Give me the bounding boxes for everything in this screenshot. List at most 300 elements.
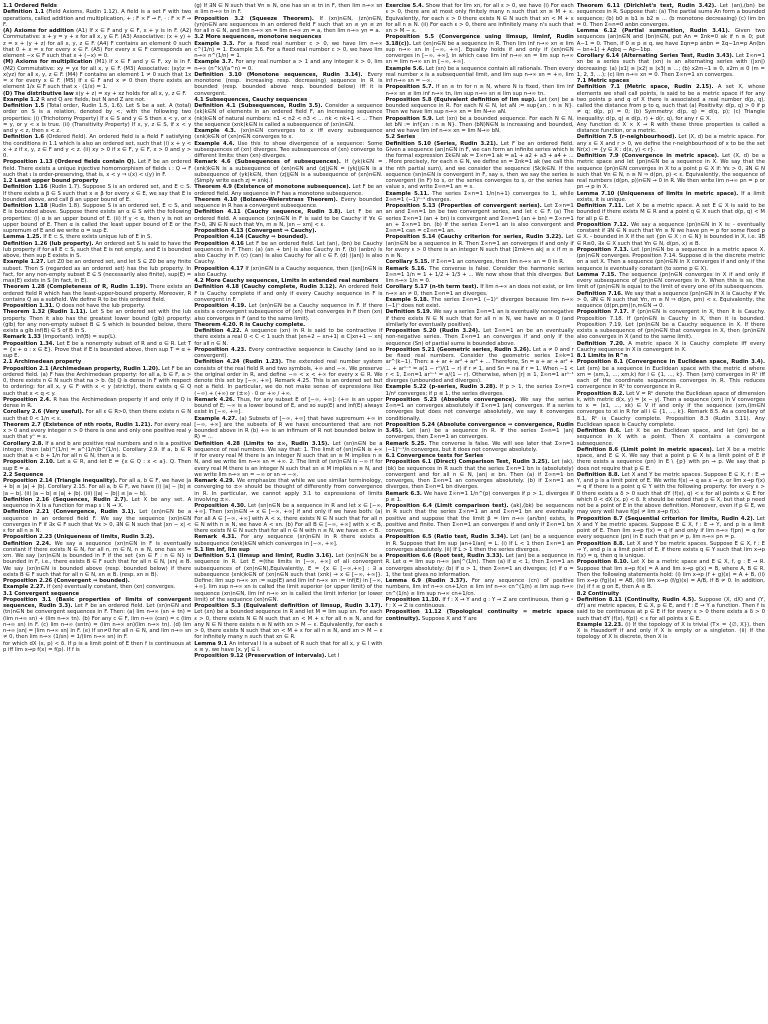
entry-heading: Definition 4.18 (Cauchy complete, Rudin 3.12). bbox=[194, 284, 337, 291]
entry-text: If a limit exists, it is unique. bbox=[576, 190, 765, 203]
entry-heading: Corollary 5.17 (n-th term test). bbox=[385, 284, 479, 291]
entry-heading: 1.1 Ordered fields bbox=[3, 3, 57, 9]
entry-heading: Theorem 2.7 (Existence of nth roots, Rudin 1.21). bbox=[3, 421, 153, 428]
entry-text: Let (sn) be a sequence contain all rationals. Then every real number x is a subsequential limit, and lim sup n→∞ sn = +∞, lim inf n→∞ sn = −∞. bbox=[385, 65, 574, 84]
entry bbox=[194, 3, 382, 16]
entry-heading: Remark 4.31. bbox=[194, 534, 237, 541]
entry-text: Let X and Y be metric spaces. Suppose E ⊆ X, f : E → Y, and p is a limit point of E. We write f(x) → q as x → p, or lim x→p f(x) = q if there is a point q ∈ Y with the following property: for every ε > 0 there exists a δ > 0 such that dY (f(x), q) < ε for all points x ∈ E for which 0 < dX (x, p) < δ. It should be noted that p ∈ X, but that p need not be a point of E in the above definition. Moreover, even if p ∈ E, we may very well have f(p) ≠ lim x→p f(x). bbox=[576, 471, 765, 516]
entry-text: For any real number a > 1 and any integer k > 0, lim n→∞ (n^k)/(a^n) = 0. bbox=[194, 59, 383, 72]
entry-heading: Definition 7.16. bbox=[576, 290, 623, 297]
entry-heading: Proposition 2.1 (Archimedean property, Rudin 1.20). bbox=[3, 365, 161, 372]
entry-heading: Definition 1.6 bbox=[3, 134, 45, 141]
entry bbox=[386, 491, 574, 504]
entry bbox=[194, 441, 382, 479]
entry bbox=[577, 309, 765, 340]
entry-heading: Proposition 1.31. bbox=[3, 303, 55, 309]
entry bbox=[194, 359, 382, 397]
entry-text: Let (xn)n∈N be a sequence in R. Let E =(the limits in [−∞, +∞] of all convergent subsequences of (xn)n∈N),Equivalently, E = {x ∈ [−∞,+∞] : ∃ a subsequence (xnk)k∈N of (xn)n∈N such that (xnk) → x ∈ [−∞, +∞]}. Define: lim sup n→∞ xn := sup(E) and lim inf n→∞ xn := inf(E) in [−∞, +∞]. lim sup n→∞ xn is called the limit superior (or upper limit) of the sequence (xn)n∈N, lim inf n→∞ xn is called the limit inferior (or lower limit) of the sequence (xn)n∈N. bbox=[194, 553, 383, 603]
entry-heading: Proposition 11.10. bbox=[385, 596, 441, 603]
entry bbox=[386, 84, 574, 97]
entry-text: If (yk)k∈N = (xnk)k∈N is a subsequence of (xn)n∈N and (zj)j∈N = (ykj)j∈N is a subsequence of (yk)k∈N, then (zj)j∈N is a subsequence of (xn)n∈N. (Simply write each zj = xnkj.) bbox=[194, 159, 383, 184]
entry-text: Show that for lim xn, for all ε > 0, we have (i) For each ε > 0, there are at most only finitely many n such that xn ≥ M + ε. Equivalently, for each ε > 0 there exists N ∈ N such that xn < M + ε for all n ≥ N. (ii) For each ε > 0, there are infinitely many n's such that xn > M − ε. bbox=[385, 3, 574, 34]
entry-heading: 4.1 Subsequences, Cauchy sequences bbox=[194, 96, 308, 103]
entry bbox=[194, 128, 382, 141]
entry-text: The extended real number system consists of the real field R and two symbols, +∞ and −∞. We preserve the original order in R, and define −∞ < x < +∞ for every x ∈ R. We denote this set by [−∞, +∞]. Remark 4.25. This is an ordered set but not a field. In particular, we do not make sense of expressions like (−∞) + (+∞) or (±∞) · 0 or +∞ / +∞. bbox=[194, 359, 383, 397]
entry-heading: Definition 1.16 bbox=[3, 184, 48, 191]
entry-text: If (xn)n∈N, (zn)n∈N, (yn)n∈N are sequences in an ordered field F such that xn ≤ yn ≤ zn for all n ∈ N, and lim n→∞ xn = lim n→∞ zn = a, then lim n→∞ yn = a. bbox=[194, 15, 383, 34]
entry-heading: Proposition 5.13 (Properties of convergent series). bbox=[385, 203, 542, 209]
entry bbox=[386, 66, 574, 85]
entry bbox=[3, 409, 191, 422]
entry-heading: Proposition 11.12 (Topological continuity = metric space continuity). bbox=[385, 609, 574, 622]
entry-text: We say that a sequence (pn)n∈N in X is Cauchy if ∀ε > 0, ∃N ∈ N such that ∀n, m ≥ N ⇒ d(pn, pm) < ε. Equivalently, the sequence (d(pn,pm))n,m∈N → 0. bbox=[576, 290, 765, 309]
entry-heading: Proposition 2.14 (Triangle inequality). bbox=[3, 478, 118, 484]
entry bbox=[194, 303, 382, 322]
entry-text: x(y + z) = xy + xz holds for all x, y, z ∈ F. bbox=[75, 90, 187, 97]
entry-heading: Lemma 7.15. bbox=[576, 271, 617, 278]
entry-heading: Remark 4.29. bbox=[194, 478, 235, 484]
entry bbox=[577, 447, 765, 472]
entry-heading: Lemma 7.10 (Uniqueness of limits in metric space). bbox=[576, 190, 739, 197]
entry-heading: Remark 1.33 bbox=[3, 334, 41, 341]
entry-text: The converse is false. We will see later that Σ∞n=1 (−1)ⁿ⁻¹/n converges, but it does not converge absolutely. bbox=[385, 440, 574, 453]
entry-text: Let S be an ordered set with the lub property. Then it also has the greatest lower bound (glb) property: (glb) for any non-empty subset B ⊆ S which is bounded below, there exists a glb inf(B) ∈ S of B in S. bbox=[3, 309, 192, 334]
entry-text: Every bounded sequence in R has a convergent subsequence. bbox=[194, 196, 383, 209]
entry-text: For all a, b ∈ F, we have |a + b| ≤ |a| + |b|. Corollary 2.15. For all a, b ∈ F, we have (i) |a| − |b| ≤ |a − b|. (ii) |a − b| ≤ |a| + |b|. (iii) ||a| − |b|| ≤ |a − b|. bbox=[3, 478, 192, 497]
entry-heading: 3.1 Convergent sequence bbox=[3, 590, 80, 597]
entry-text: Let (pn)n∈N be a sequence in a metric space X. (pn)n∈N converges. Proposition 7.14. Suppose d is the discrete metric on a set X. Then a sequence (pn)n∈N in X converges if and only if the sequence is eventually constant (to some p ∈ X). bbox=[576, 246, 765, 272]
entry-heading: Definition 4.22. bbox=[194, 328, 242, 334]
entry-heading: (A) Axioms for addition bbox=[3, 28, 74, 34]
entry-heading: Definition 2.24. bbox=[3, 540, 52, 547]
entry-text: If f : X → Y and g : Y → Z are continuous, then g ∘ f : X → Z is continuous. bbox=[385, 596, 574, 609]
entry-heading: Proposition 4.19. bbox=[194, 303, 247, 309]
entry bbox=[577, 472, 765, 516]
entry-heading: 3.2 More sequences, monotone sequences bbox=[194, 34, 322, 41]
entry bbox=[577, 134, 765, 153]
entry bbox=[3, 459, 191, 472]
entry-heading: 8.1 Limits in R^n bbox=[576, 353, 628, 359]
entry bbox=[577, 291, 765, 310]
entry-heading: 6.1 Convergence tests for Series bbox=[385, 453, 484, 459]
entry-text: If (pn)n∈N is convergent in X, then it is Cauchy. Proposition 7.18. If (pn)n∈N is Cauchy in X, then it is bounded. Proposition 7.19. Let (pn)n∈N be a Cauchy sequence in X. If there exists a subsequence of (pn)n∈N that converges in X, then (pn)n∈N also converges in X (and to the same limit). bbox=[576, 309, 765, 341]
entry-text: (Field Axioms, Rudin 1.12). A field is a set F with two operations, called addition and multiplication, + : F × F → F, · : F × F → F. bbox=[3, 9, 192, 28]
entry-heading: Example 5.18. bbox=[385, 296, 429, 303]
entry-text: R and Q are fields, but N and Z are not. bbox=[41, 96, 146, 103]
entry bbox=[386, 609, 574, 622]
entry-heading: 4.2 More Cauchy sequences, Limits in extended real numbers bbox=[194, 278, 379, 284]
entry-heading: Proposition 5.7. bbox=[385, 84, 434, 91]
entry-heading: (M) Axioms for multiplication bbox=[3, 59, 93, 66]
entry-heading: Proposition 2.26 (Convergent ⇒ bounded). bbox=[3, 578, 130, 584]
entry-heading: Theorem 1.32 (Rudin 1.11). bbox=[3, 309, 88, 316]
entry-text: (g) If ∃N ∈ N such that ∀n ≥ N, one has sn ≤ tn in F, then lim n→∞ sn ≤ lim n→∞ tn in F. bbox=[194, 3, 383, 16]
entry-heading: Proposition 2.4. bbox=[3, 396, 52, 403]
entry bbox=[386, 503, 574, 534]
entry bbox=[194, 241, 382, 266]
entry-text: The series Σ∞n=1 1/n(n+1) converges to 1, while Σ∞n=1 (−1)ⁿ⁻¹ diverges. bbox=[385, 190, 574, 203]
entry-text: Let E be a nonempty subset of R and α ∈ R. Let T = {x + α : x ∈ E}. Prove that if E is bounded above, then sup T = α + sup E. bbox=[3, 340, 192, 359]
entry-heading: Example 4.3. bbox=[194, 128, 236, 134]
entry-heading: Proposition 8.1 (Convergence in Euclidean space, Rudin 3.4). bbox=[576, 359, 765, 366]
entry bbox=[194, 159, 382, 184]
entry-heading: Definition 5.19. bbox=[385, 309, 432, 316]
entry bbox=[386, 397, 574, 422]
entry bbox=[194, 553, 382, 603]
entry-text: Thus, for any subset E of [−∞, +∞]: (+∞ is an upper bound of E; −∞ is a lower bound of E, and so sup(E) and inf(E) always exist in [−∞, +∞]. bbox=[194, 396, 383, 416]
entry bbox=[3, 184, 191, 203]
entry-heading: Corollary 2.6 (Very useful). bbox=[3, 409, 84, 416]
entry bbox=[577, 84, 765, 122]
column-3 bbox=[386, 3, 574, 1021]
entry bbox=[3, 641, 191, 654]
entry-heading: Proposition 8.8. bbox=[576, 540, 625, 547]
entry-heading: Proposition 6.5 (Ratio test, Rudin 3.34). bbox=[385, 534, 508, 541]
entry-heading: Example 5.22 (p-series, Rudin 3.28). bbox=[385, 384, 498, 391]
entry-heading: Remark 6.3. bbox=[385, 490, 422, 497]
entry bbox=[194, 59, 382, 72]
entry-heading: Proposition 1.34. bbox=[3, 340, 55, 347]
entry-text: Let I bbox=[328, 653, 340, 659]
entry bbox=[386, 234, 574, 259]
entry-text: Let (xn)n∈N be a sequence in an ordered field F. We say the sequence (xn)n∈N converges in F if ∃x ∈ F such that ∀ε > 0, ∃N ∈ N such that |xn − x| < ε for all n ≥ N. bbox=[3, 509, 192, 534]
entry bbox=[3, 134, 191, 159]
entry-text: We say a series Σ∞n=1 an is eventually nonnegative if there exists N ∈ N such that for all n ≥ N, we have an ≥ 0 (and similarly for eventually positive). bbox=[385, 309, 574, 328]
entry bbox=[577, 53, 765, 78]
entry bbox=[386, 459, 574, 490]
entry-text: Let (X, d) be a metric space. For any x ∈ X and r > 0, we define the r-neighbourhood of x to be the set Nr(x) := {y ∈ X : d(x, y) < r}. bbox=[576, 134, 765, 153]
entry-heading: Definition 7.11. bbox=[576, 203, 624, 209]
entry-text: If lim n→∞ an does not exist, or lim n→∞ an ≠ 0, then Σ∞n=1 an diverges. bbox=[385, 284, 574, 297]
entry-heading: Theorem 6.11 (Dirichlet's test, Rudin 3.42). bbox=[576, 3, 717, 9]
entry-heading: Proposition 5.23 (Absolute convergence). bbox=[385, 396, 517, 403]
entry bbox=[3, 103, 191, 134]
entry-heading: Definition 2.16 (Sequences, Rudin 2.7). bbox=[3, 496, 129, 503]
entry-heading: Definition 8.8. bbox=[576, 471, 620, 478]
entry-text: Suppose X and Y are bbox=[421, 615, 477, 622]
entry-text: Let F be an ordered field. A sequence (xn)n∈N in F is said to be Cauchy if ∀ε ∈ F>0, ∃N ∈ N such that ∀n, m ≥ N, |xn − xm| < ε. bbox=[194, 209, 383, 228]
entry bbox=[386, 284, 574, 297]
entry-text: Let X be a metric space and E ⊆ X, f, g : E → R. Suppose that lim x→p f(x) = A and lim x→p g(x) = B, where A, B ∈ R. Then the following statements hold: (i) lim x→p (f + g)(x) = A + B, (ii) lim x→p (fg)(x) = AB, (iii) lim x→p (f/g)(x) = A/B, if B ≠ 0. In addition, (iv) if f ≤ g on E, then A ≤ B. bbox=[576, 559, 765, 591]
entry-heading: Definition 5.1 (limsup and liminf, Rudin 3.16). bbox=[194, 553, 334, 559]
entry-text: For every real x > 0 and every integer n > 0 there is one and only one positive real y such that yⁿ = x. bbox=[3, 421, 192, 441]
entry bbox=[3, 509, 191, 534]
entry bbox=[577, 191, 765, 204]
entry bbox=[577, 622, 765, 641]
entry bbox=[194, 347, 382, 360]
entry-heading: Definition 4.1 (Subsequences, Rudin 3.5). bbox=[194, 103, 323, 109]
entry-heading: Example 4.27. bbox=[194, 415, 238, 422]
entry bbox=[386, 266, 574, 285]
entry-text: The sequence (pn)n∈N converges in X if and only if every subsequence of (pn)n∈N converges in X. When this is so, the limit of (pn)n∈N is equal to the limit of every one of its subsequences. bbox=[576, 271, 765, 291]
entry-heading: Proposition 9.12 (Preservation of intervals). bbox=[194, 653, 327, 659]
entry bbox=[194, 266, 382, 279]
entry-text: We say the series Σ∞n=1 an converges absolutely if Σ∞n=1 |an| converges. If a series converges but does not converge absolutely, we say it converges conditionally. bbox=[385, 396, 574, 422]
entry-heading: Definition 3.10 (Monotone sequences, Rudin 3.14). bbox=[194, 71, 363, 78]
entry bbox=[3, 341, 191, 360]
entry bbox=[194, 603, 382, 641]
entry bbox=[194, 284, 382, 303]
entry bbox=[3, 478, 191, 497]
entry bbox=[386, 97, 574, 116]
entry bbox=[577, 391, 765, 429]
entry-heading: Example 2.27. bbox=[3, 584, 46, 591]
entry bbox=[194, 16, 382, 35]
entry-heading: Definition 8.6 (Limit point in metric spaces). bbox=[576, 446, 714, 453]
entry-text: An ordered set S is said to have the lub property if for all E ⊂ S, such that E is not empty, and E is bounded above, then sup E exists in S. bbox=[3, 240, 192, 259]
entry-text: Let (an) be a sequence in R. Let α = lim sup n→∞ |an|^(1/n). Then (a) if α < 1, then Σ∞n=1 an converges absolutely; (b) if α > 1, then Σ∞n=1 an diverges; (c) if α = 1, the test gives no information. bbox=[385, 553, 574, 578]
entry-heading: 8.2 Continuity bbox=[576, 590, 619, 597]
entry-text: Suppose (X, dX) and (Y, dY) are metric spaces, E ⊆ X, p ∈ E, and f : E → Y a function. Then f is said to be continuous at p ∈ E if for every ε > 0 there exists a δ > 0 such that dY (f(x), f(p)) < ε for all points x ∈ E. bbox=[576, 596, 765, 622]
entry-text: Let (ak),(bk) be sequences in R such that the series Σ∞n=1 bn is (absolutely) convergent and for all n ∈ N, |an| ≤ bn. Then (a) if Σ∞n=1 bn converges, then Σ∞n=1 an converges absolutely. (b) if Σ∞n=1 an diverges, then Σ∞n=1 bn diverges. bbox=[385, 459, 574, 491]
entry-heading: Remark 4.6 (Subsequences of subsequences). bbox=[194, 159, 341, 166]
entry-text: Let Σ∞n=1 an be an eventually non-negative series. Then Σ∞n=1 an converges if and only if the sequence (Sn) of partial sums is bounded above. bbox=[385, 328, 574, 347]
entry bbox=[194, 41, 382, 60]
entry-heading: Proposition 5.20 (Rudin 3.24). bbox=[385, 328, 481, 334]
entry-text: If p > 1, the series Σ∞n=1 1/nᵖ converges; if p ≤ 1, the series diverges. bbox=[385, 384, 574, 397]
entry-text: Q does not have the lub property. bbox=[55, 303, 145, 309]
entry-heading: Proposition 4.17 bbox=[194, 265, 244, 272]
entry bbox=[577, 153, 765, 191]
entry-text: Let Σ∞n=1 xn be a series such that (xn) is an alternating series with (|xn|) decreasing: (a) |x1| ≥ |x2| ≥ |x3| ≥ ...; (b) x2m−1 ≥ 0, x2m ≤ 0 (m = 1, 2, 3, ...); (c) lim n→∞ xn = 0. Then Σ∞n=1 xn converges. bbox=[576, 53, 765, 78]
entry-text: Let (sn)n∈N be a sequence in R and let x ∈ [−∞, +∞]. Then (xn)n∈N → x ∈ [−∞, +∞] if and only if we have both: (a) For all A ∈ [−∞, +∞] with A < x, there exists N ∈ N such that for all n ∈ N with n ≥ N, we have A < xn. (b) For all B ∈ [−∞, +∞] with x < B, there exists N ∈ N such that for all n ∈ N with n ≥ N, we have xn < B. bbox=[194, 503, 383, 534]
entry-text: For any sequence (xn)n∈N in R there exists a subsequence (xnk)k∈N which converges in [−∞, +∞]. bbox=[194, 534, 383, 547]
entry bbox=[194, 328, 382, 347]
entry bbox=[386, 3, 574, 34]
entry-heading: Proposition 5.3 (Equivalent definition of limsup, Rudin 3.17). bbox=[194, 603, 383, 609]
entry-heading: Example 5.6. bbox=[385, 65, 425, 72]
entry bbox=[386, 422, 574, 441]
entry bbox=[194, 503, 382, 534]
entry bbox=[386, 597, 574, 610]
entry-heading: Proposition 4.14 (Cauchy ⇒ bounded). bbox=[194, 234, 309, 241]
entry-heading: Definition 4.24 (Rudin 1.23). bbox=[194, 359, 284, 366]
entry bbox=[577, 222, 765, 247]
entry-heading: Definition 5.10 (Series, Rudin 3.21). bbox=[385, 140, 498, 147]
entry bbox=[577, 559, 765, 590]
entry-text: We say a sequence (pn)n∈N in X is: - eventually constant if ∃N ∈ N such that ∀n ≥ N we have pn = p for some fixed p ∈ X. - bounded in X if the set {pn ∈ X : n ∈ N} is bounded in X, i.e. ∃B ∈ R≥0, ∃x ∈ X such that ∀n ∈ N, d(pn, x) ≤ B. bbox=[576, 221, 765, 247]
entry bbox=[194, 641, 382, 654]
entry bbox=[577, 359, 765, 390]
entry-heading: (D) The distributive law bbox=[3, 90, 74, 97]
entry bbox=[3, 441, 191, 460]
entry-text: If a and b are positive real numbers and n is a positive integer, then (ab)^(1/n) = a^(1/n)b^(1/n). Corollary 2.9. If a, b ∈ R such that a < b + 1/n for all n ∈ N, then a ≤ b. bbox=[3, 440, 192, 459]
entry-heading: Proposition 6.1 (Direct) Comparison Test, Rudin 3.25). bbox=[385, 459, 550, 466]
entry-heading: Proposition 5.24 (Absolute convergence ⇒ convergence, Rudin 3.45). bbox=[385, 421, 574, 434]
entry-heading: Example 1.2 bbox=[3, 96, 40, 103]
entry-text: Let (an) be a sequence in R. If the series Σ∞n=1 |an| converges, then Σ∞n=1 an converges. bbox=[385, 428, 574, 441]
entry bbox=[3, 497, 191, 510]
entry-text: (a) Subsets of [−∞, +∞] that have supremum +∞ in [−∞, +∞] are the subsets of R we have encountered that are not bounded above in R (b) +∞ is an infimum of R not bounded below in R) = ... bbox=[194, 415, 383, 441]
entry-text: Let Z0 be an ordered set, and let S ⊆ Z0 be any finite subset. Then S (regarded as an ordered set) has the lub property. In fact, for any non-empty subset E ⊆ S (necessarily also finite), sup(E) = max(E) exists in S (in fact, in E). bbox=[3, 259, 192, 284]
entry-text: An interval I is a subset of R such that for all x, y ∈ I with x ≤ y, we have [x, y] ⊆ I. bbox=[194, 640, 383, 653]
entry-heading: 1.2 Least upper bound property bbox=[3, 178, 99, 184]
entry-text: For all ε ∈ R>0, then there exists n ∈ N such that 0 < 1/n < ε. bbox=[3, 409, 192, 422]
column-2 bbox=[194, 3, 382, 1021]
entry bbox=[3, 284, 191, 303]
entry bbox=[577, 203, 765, 222]
entry-text: Let F be an ordered field. (a) F has the Archimedean property: for all a, b ∈ F, a > 0, there exists n ∈ N such that na > b. (b) Q is dense in F with respect to ordering: for all x, y ∈ F with x < y (strictly), there exists q ∈ Q such that x < q < y. bbox=[3, 365, 192, 397]
entry-text: For any sequence (cn) of positive numbers, lim inf n→∞ cn+1/cn ≤ lim inf n→∞ cn^(1/n) ≤ lim sup n→∞ cn^(1/n) ≤ lim sup n→∞ cn+1/cn. bbox=[385, 578, 574, 597]
entry bbox=[3, 422, 191, 441]
entry bbox=[386, 578, 574, 597]
entry-text: (ak),(bk) be sequences in R such that the series Σ∞n=1 an and Σ∞n=1 bn are eventually positive and suppose that the limit β = lim n→∞ (an/bn) exists, is positive and finite. Then Σ∞n=1 an converges if and only if Σ∞n=1 bn converges. bbox=[385, 503, 574, 534]
entry-heading: Proposition 5.9. bbox=[385, 115, 434, 122]
entry-text: (A1) If x ∈ F and y ∈ F, x + y is in F. (A2) Commutative: x + y = y + x for all x, y ∈ F. (A3) Associative: (x + y) + z = x + (y + z) for all x, y, z ∈ F. (A4) F contains an element 0 such that 0 + x = x for every x ∈ F. (A5) For every x ∈ F corresponds an element −x ∈ F such that x + (−x) = 0. bbox=[3, 28, 192, 59]
entry-heading: Lemma 6.12 (Partial summation, Rudin 3.41). bbox=[576, 28, 730, 34]
entry-text: Let F be an ordered field. Any sequence in F has a monotone subsequence. bbox=[194, 184, 383, 197]
entry-text: Let F be an ordered field. Let (an), (bn) be Cauchy sequences in F. Then: (a) (an + bn) is also Cauchy in F. (b) (anbn) is also Cauchy in F. (c) (can) is also Cauchy for all c ∈ F. (d) (|an|) is also Cauchy. bbox=[194, 240, 383, 266]
entry bbox=[577, 341, 765, 354]
entry-text: (xn)n∈N converges to x iff every subsequence (xnk)k∈N of (xn)n∈N converges to x. bbox=[194, 128, 383, 141]
entry-heading: Proposition 4.16 bbox=[194, 240, 244, 247]
entry-text: Let X be a metric space. A set E ⊆ X is said to be bounded if there exists M ∈ R and a point q ∈ X such that d(p, q) < M for all p ∈ E. bbox=[576, 203, 765, 222]
entry-heading: Definition 1.18 bbox=[3, 203, 48, 209]
entry-text: (Total order, Rudin 1.5, 1.6). Let S be a set. A (total) order on S is a relation, denoted by <, with the following two properties: (i) (Trichotomy Property) If x ∈ S and y ∈ S then x < y, or x = y, or y < x is true. (ii) (Transitivity Property) If x, y, z ∈ S, if x < y and y < z, then x < z. bbox=[3, 103, 192, 134]
entry-text: Let a ∈ R, and let E = {x ∈ Q : x < a}. Q. Then sup E = a. bbox=[3, 459, 192, 472]
entry-text: Consider a sequence (xk)k∈N of elements in an ordered field F, an increasing sequence (nk)k∈N of natural numbers: n1 < n2 < n3 < ... nk < nk+1 < ... Then the sequence (xnk)k∈N is called a subsequence of (xn)n∈N. bbox=[194, 103, 383, 128]
entry bbox=[386, 203, 574, 234]
entry-text: Let (xn)n∈N be a sequence in R. Then lim inf n→∞ xn ≤ lim sup n→∞ xn in [−∞, +∞]. Equality holds if and only if (xn)n∈N converges in [−∞, +∞], in which case lim inf n→∞ xn = lim sup n→∞ xn = lim n→∞ xn in [−∞, +∞]. bbox=[385, 40, 574, 66]
entry-text: (Rudin 1.8). Suppose S is an ordered set, E ⊂ S, and E is bounded above. Suppose there exists an α ∈ S with the following properties: (i) α is an upper bound of E. (ii) If γ < α, then γ is not an upper bound of E. Then α is called the least upper bound of E or the supremum of E and we write α = sup E. bbox=[3, 203, 192, 234]
column-4 bbox=[577, 3, 765, 1021]
entry-heading: Corollary 6.14 (Alternating Series Test, Rudin 3.43). bbox=[576, 53, 734, 59]
entry-text: An ordered field F is Cauchy complete if and only if every Cauchy sequence in F is convergent in F. bbox=[194, 284, 383, 303]
entry-text: Let F be an ordered field. Given a sequence (an)n∈N in F, we can form an infinite series which is the formal expression Σk∈N ak = Σ∞n=1 ak = a1 + a2 + a3 + a4 + ... . More precisely, for each n ∈ N, we define sn = Σnk=1 ak (we call this the nth partial sum), and we consider the sequence (Sk)k∈N. If the sequence (sn)n∈N is convergent in F, say s, then we say the series is convergent (in F) to s, or the series converges to s, or the series has value s, and write Σ∞n=1 an = s. bbox=[385, 140, 574, 191]
entry-text: (Rudin 1.7). Suppose S is an ordered set, and E ⊂ S. If there exists a β ∈ S such that x ≤ β for every x ∈ E, we say that E is bounded above, and call β an upper bound of E. bbox=[3, 184, 192, 203]
entry-heading: Example 1.27. bbox=[3, 259, 46, 266]
entry-text: If Σ∞n=1 an converges, then lim n→∞ an = 0 in R. bbox=[431, 259, 565, 266]
entry-text: For a fixed real number c > 0, we have lim n→∞ c^(1/n) = 1. Example 3.6. For a fixed real number c > 0, we have lim n→∞ n^(1/n) = 1. bbox=[194, 40, 383, 59]
entry-heading: Proposition 8.10. bbox=[576, 559, 629, 566]
entry bbox=[3, 597, 191, 641]
entry bbox=[3, 541, 191, 579]
entry bbox=[386, 553, 574, 578]
entry bbox=[386, 441, 574, 454]
entry-heading: Corollary 2.8. bbox=[3, 440, 44, 447]
entry-heading: Definition 4.28 (Limits to ±∞, Rudin 3.15). bbox=[194, 440, 330, 447]
entry-text: There exists an ordered field R which has the least-upper-bound property. Moreover, R contains Q as a subfield. We define R to be this ordered field. bbox=[3, 284, 192, 303]
entry-heading: Example 5.11. bbox=[385, 190, 430, 197]
entry-text: Let F be an ordered field. There exists a unique injective homomorphism of fields ι : Q → F such that ι is order-preserving, that is, x < y ⇒ ι(x) < ι(y) in F. bbox=[3, 159, 192, 178]
entry-text: Let (xm) be a sequence in Euclidean space with the metric d where xm = (xm,1, ..., xm,k) for i ∈ {1, ..., k}. Then (xm) converges in Rᵏ iff each of the coordinate sequences converges in R. This reduces convergence in Rᵏ to convergence in R. bbox=[576, 365, 765, 391]
entry-text: Let Σ∞n=1 an and Σ∞n=1 bn be two convergent series, and let c ∈ F. (a) The series Σ∞n=1 (an + bn) is convergent and Σ∞n=1 (an + bn) = Σ∞n=1 an + Σ∞n=1 bn. (b) If the series Σ∞n=1 an is also convergent and Σ∞n=1 can = cΣ∞n=1 an. bbox=[385, 203, 574, 234]
entry bbox=[3, 241, 191, 260]
entry-heading: Definition 7.9 (Convergence in metric space). bbox=[576, 153, 720, 159]
entry-text: Let X be any set. A sequence in X is a function for map s : N → X. bbox=[3, 496, 192, 509]
entry-heading: 7.1 Metric spaces bbox=[576, 78, 630, 84]
entry bbox=[194, 184, 382, 197]
entry-text: If (xn)n∈N is a Cauchy sequence, then (|xn|)n∈N is also Cauchy. bbox=[194, 265, 383, 278]
entry bbox=[194, 653, 382, 659]
entry-heading: Proposition 8.2. bbox=[576, 390, 625, 397]
entry bbox=[194, 141, 382, 160]
entry-text: Let (an) be a sequence in R. Suppose that lim sup |an+1/an| = L. (i) If L < 1 then Σ∞n=1 an converges absolutely. (ii) If L > 1 then the series diverges. bbox=[385, 534, 574, 553]
entry bbox=[194, 103, 382, 128]
entry-heading: Theorem 4.9 (Existence of monotone subsequence). bbox=[194, 184, 351, 191]
entry bbox=[386, 116, 574, 135]
entry-heading: Proposition 3.2 (Squeeze Theorem). bbox=[194, 15, 314, 22]
entry-heading: Remark 5.16. bbox=[385, 265, 427, 272]
column-1 bbox=[3, 3, 191, 1021]
entry-heading: Proposition 6.6 (Root test, Rudin 3.33). bbox=[385, 553, 504, 559]
entry-heading: Proposition 7.12. bbox=[576, 221, 629, 228]
entry-text: Let (xn)n∈N be a Cauchy sequence in F. If there exists a convergent subsequence of (xn) that converges in F then (xn) also converges in F (and to the same limit). bbox=[194, 303, 383, 322]
entry-text: A metric space X is Cauchy complete iff every Cauchy sequence in X is convergent in X. bbox=[576, 340, 765, 353]
entry-heading: Remark 5.25. bbox=[385, 440, 427, 447]
entry-heading: Proposition 5.8 (Equivalent definition of lim sup). bbox=[385, 96, 537, 103]
entry bbox=[577, 272, 765, 291]
entry bbox=[3, 59, 191, 90]
entry bbox=[3, 203, 191, 234]
entry-text: The converse is false. Consider the harmonic series Σ∞n=1 1/n = 1 + 1/2 + 1/3 + ... We now show that this diverges. But lim n→∞ 1/n = 0. bbox=[385, 265, 574, 284]
entry-text: Let (sn)n∈N be a sequence of real numbers. We say that: 1. The limit of (sn)n∈N is +∞ if for every real M there is an integer N such that sn ≥ M implies n ≥ N, and we write lim n→∞ sn = +∞. 2. The limit of (sn)n∈N is −∞ if for every real M there is an integer N such that sn ≤ M implies n ≥ N, and we write lim n→∞ sn = −∞ or sn → −∞. bbox=[194, 440, 383, 478]
entry-heading: Theorem 4.10 (Bolzano-Weierstrass Theorem). bbox=[194, 196, 338, 203]
entry bbox=[577, 247, 765, 272]
entry-heading: 5.1 lim inf, lim sup bbox=[194, 546, 250, 553]
entry-heading: Proposition 4.13 (Convergent ⇒ Cauchy). bbox=[194, 228, 317, 234]
entry-text: Every contractive sequence is Cauchy (and so is convergent). bbox=[194, 346, 383, 359]
entry-heading: Proposition 1.13 (Ordered fields contain Q). bbox=[3, 159, 136, 166]
entry-text: (i) If the topology of X is trivial (T× = {∅, X}), then X is Hausdorff if and only if X is empty or a singleton. (ii) If the topology of X is discrete, then X is bbox=[576, 621, 765, 641]
entry-heading: Proposition 6.4 (Limit comparison test). bbox=[385, 503, 509, 509]
entry-text: If sn ≤ tn for n ≥ N, where N is fixed, then lim inf n→∞ sn ≤ lim inf n→∞ tn, lim sup n→∞ sn ≤ lim sup n→∞ tn. bbox=[385, 84, 574, 97]
entry-heading: Proposition 3.1 (Basic properties of limits of convergent sequences, Rudin 3.3). bbox=[3, 596, 192, 609]
entry-heading: Definition 2.21 (Convergence, Rudin 3.1). bbox=[3, 509, 136, 516]
entry bbox=[386, 141, 574, 191]
entry-heading: Remark 4.26. bbox=[194, 396, 235, 403]
entry-text: Let V = Rᵏ denote the Euclidean space of dimension k, with metric d(x, y) = |x − y|. Then a sequence (xm) in V converges to x = (x1, ..., xk) ∈ V if and only if the sequence (xm,i)m∈N converges to xi in R for all i ∈ {1, ..., k}. Remark 8.5. As a corollary of 8.1, Rᵏ is Cauchy complete. Proposition 8.3 (Rudin 3.11). Any Euclidean space is Cauchy complete. bbox=[576, 390, 765, 428]
entry bbox=[386, 191, 574, 204]
entry-text: Let X and Y be metric spaces. Suppose E ⊆ X, f : E → Y, and p is a limit point of E. If there exists q ∈ Y such that lim x→p f(x) = q, then q is unique. bbox=[576, 540, 765, 559]
entry-text: Let (X, d) be a metric space and let (pn)n∈N be a sequence in X. We say that the sequence (pn)n∈N converges in X to a point p ∈ X if: ∀ε > 0, ∃N ∈ N such that ∀n ∈ N, n ≥ N ⇒ d(pn, p) < ε. Equivalently, the sequence of real numbers (d(pn, p))n∈N → 0 in R. We then write lim n→∞ pn = p or pn → p in X. bbox=[576, 153, 765, 191]
entry-text: Every monotone (resp. increasing resp. decreasing) sequence in R is bounded (resp. bounded above resp. bounded below) iff it is convergent. bbox=[194, 71, 383, 97]
entry-text: Let (an)n∈N be a sequence in R. Then Σ∞n=1 an converges if and only if for every ε > 0 there is an integer N such that |Σmk=n ak| ≤ ε if m ≥ n ≥ N. bbox=[385, 234, 574, 259]
entry-heading: Proposition 4.30. bbox=[194, 503, 246, 509]
entry bbox=[577, 541, 765, 560]
entry-heading: Lemma 6.9 (Rudin 3.37). bbox=[385, 578, 468, 584]
entry-text: Let X be a metric space, and E ⊆ X. We say that a point p ∈ X is a limit point of E if there exists a sequence (pn) in E \ {p} with pn → p. We say that p does not require that p ∈ E. bbox=[576, 446, 765, 472]
entry-heading: Definition 7.20. bbox=[576, 340, 625, 347]
entry-text: The series Σ∞n=1 (−1)ⁿ diverges because lim n→∞ (−1)ⁿ does not exist. bbox=[385, 296, 574, 309]
entry-heading: Definition 7.1 (Metric space, Rudin 2.15). bbox=[576, 84, 714, 91]
entry-text: We emphasize that while we use similar terminology, converging to ±∞ should be thought of differently from convergence in R. In particular, we cannot apply 3.1 to expressions of limits involving ±∞. bbox=[194, 478, 383, 503]
entry-text: Let F be an ordered field. Let (sn)n∈N and (tn)n∈N be convergent sequences in F. Then: (a) lim n→∞ (sn + tn) = (lim n→∞ sn) + (lim n→∞ tn). (b) For any c ∈ F, lim n→∞ (csn) = c (lim n→∞ sn) in F. (c) lim n→∞ (sntn) = (lim n→∞ sn)(lim n→∞ tn). (d) lim n→∞ |sn| = |lim n→∞ sn| in F. (e) If sn≠0 for all n ∈ N, and lim n→∞ sn ≠ 0, then lim n→∞ (1/sn) = 1/(lim n→∞ sn) in F. bbox=[3, 603, 192, 641]
entry bbox=[386, 309, 574, 328]
entry-text: A set X, whose elements we shall call points, is said to be a metric space if for any two points p and q of X there is associated a real number d(p, q), called the distance from p to q, such that (a) Positivity: d(p, q) > 0 if p ≠ q; d(p, p) = 0; (b) Symmetry: d(p, q) = d(q, p); (c) Triangle inequality: d(p, q) ≤ d(p, r) + d(r, q), for any r ∈ X. bbox=[576, 84, 765, 122]
entry bbox=[3, 159, 191, 178]
entry-text: (Ordered field). An ordered field is a field F satisfying the conditions in 1.1 which is also an ordered set, such that (i) x + y < x + z if x, y, z ∈ F and y < z. (ii) xy > 0 if x ∈ F, y ∈ F, x > 0 and y > 0. bbox=[3, 134, 192, 159]
entry-text: If (xn) eventually constant, then (xn) converges. bbox=[46, 584, 176, 591]
entry-heading: Proposition 7.17. bbox=[576, 309, 629, 316]
entry bbox=[386, 347, 574, 385]
entry bbox=[3, 259, 191, 284]
entry-text: Let (xn) be a bounded sequence in R. For each N ∈ N, let aN := sup{xn : n ≥ N}. Then we have lim sup n→∞ xn = lim N→∞ aN. bbox=[385, 96, 574, 116]
entry-heading: Proposition 5.14 (Cauchy criterion for series, Rudin 3.22). bbox=[385, 234, 564, 241]
entry-heading: Example 4.4. bbox=[194, 140, 235, 147]
entry-heading: Lemma 1.25. bbox=[3, 234, 42, 241]
entry-text: Let (xn) be a bounded sequence. For each N ∈ N, let bN := inf{xn : n ≥ N}. Then (bN)N∈N is increasing and bounded, and we have lim inf n→∞ xn = lim N→∞ bN. bbox=[385, 115, 574, 134]
entry bbox=[194, 209, 382, 228]
entry-text: Use this to show divergence of a sequence: Some subsequences of (xn) diverges. Two subsequences of (xn) converge to different limits: then (xn) diverges. bbox=[194, 140, 383, 159]
entry-heading: Example 3.3. bbox=[194, 40, 235, 47]
entry bbox=[3, 309, 191, 334]
entry-text: Let (an),(bn) be sequences in R. Suppose that: (a) The partial sums An form a bounded sequence; (b) b0 ≥ b1 ≥ b2 ≥ ... (b monotone decreasing) (c) lim bn = 0. Then Σ∞n=0 anbn converges. bbox=[576, 3, 765, 28]
entry bbox=[386, 34, 574, 65]
entry-text: If E ⊂ S, there exists unique lub of E in S. bbox=[43, 234, 153, 241]
entry-text: Let a ≠ 0 and r be fixed real numbers. Consider the geometric series Σ∞k=1 ar^(k−1). Then: a + ar + ar² + ar³ + ... Therefore, Sn = a + ar + ar² + ... + arⁿ⁻¹ = a(1 − rⁿ)/(1 − r) if r ≠ 1, and Sn = na if r = 1. When −1 < r < 1, Σ∞n=1 arⁿ⁻¹ = a/(1 − r). Otherwise, when |r| ≥ 1, Σ∞n=1 arⁿ⁻¹ diverges (unbounded and diverges). bbox=[385, 346, 574, 384]
entry-heading: Definition 1.26 (lub property). bbox=[3, 240, 94, 247]
